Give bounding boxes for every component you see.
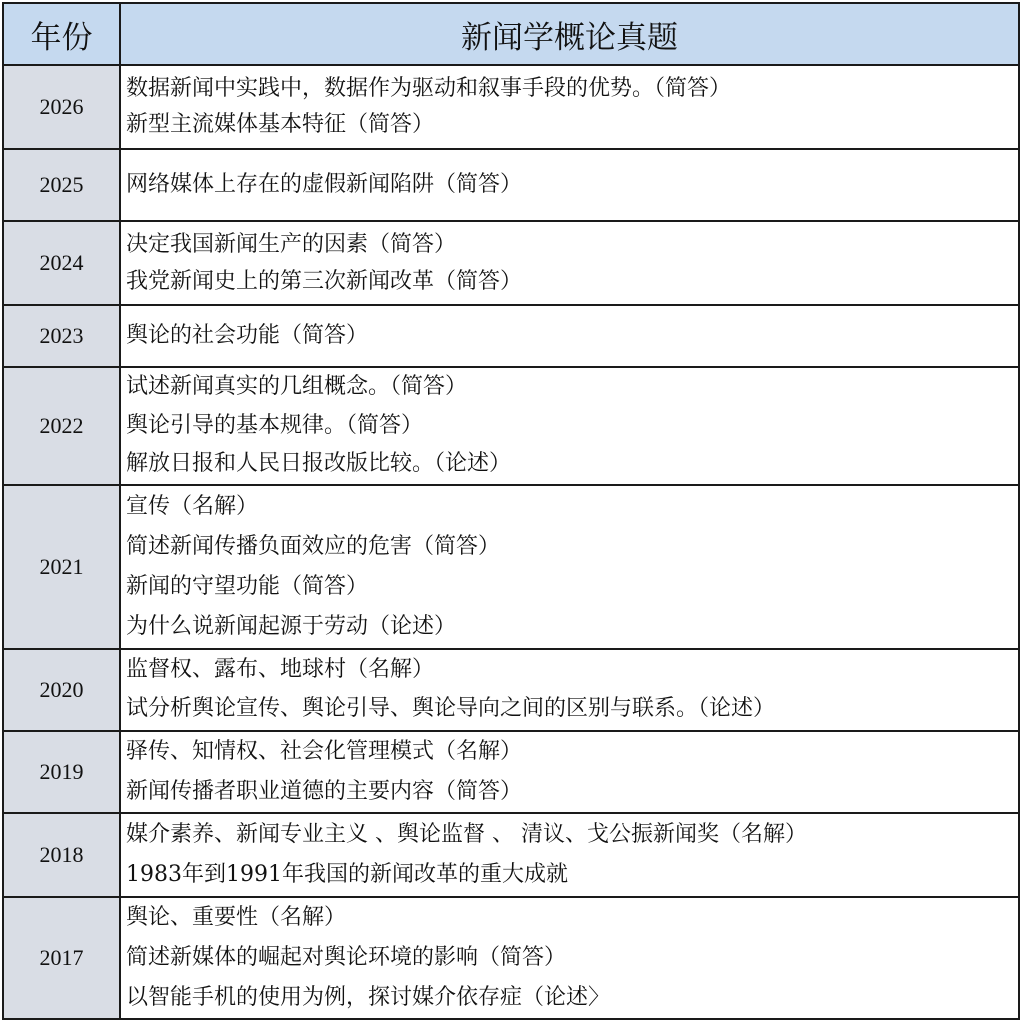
table-row	[3, 485, 1019, 649]
questions-cell	[120, 305, 1019, 367]
question-item: 试分析舆论宣传、舆论引导、舆论导向之间的区别与联系。（论述）	[126, 695, 776, 721]
table-header-row	[3, 3, 1019, 65]
question-item: 为什么说新闻起源于劳动（论述）	[126, 613, 457, 639]
question-item: 宣传（名解）	[126, 493, 259, 519]
year-cell: 2017	[3, 897, 120, 1019]
year-cell: 2018	[3, 813, 120, 897]
question-item: 新闻的守望功能（简答）	[126, 573, 369, 599]
question-item: 媒介素养、新闻专业主义 、舆论监督 、 清议、戈公振新闻奖（名解）	[126, 821, 807, 847]
question-item: 试述新闻真实的几组概念。（简答）	[126, 374, 468, 399]
question-item: 简述新媒体的崛起对舆论环境的影响（简答）	[126, 944, 567, 970]
questions-cell	[120, 367, 1019, 485]
year-cell: 2025	[3, 149, 120, 221]
questions-cell	[120, 149, 1019, 221]
question-item: 解放日报和人民日报改版比较。（论述）	[126, 451, 512, 476]
year-column-header: 年份	[3, 3, 120, 65]
question-item: 新闻传播者职业道德的主要内容（简答）	[126, 778, 523, 804]
year-cell: 2021	[3, 485, 120, 649]
question-item: 决定我国新闻生产的因素（简答）	[126, 232, 457, 257]
table-row	[3, 221, 1019, 305]
year-cell: 2019	[3, 731, 120, 813]
year-cell: 2024	[3, 221, 120, 305]
question-item: 简述新闻传播负面效应的危害（简答）	[126, 533, 501, 559]
questions-cell	[120, 731, 1019, 813]
table-row	[3, 65, 1019, 149]
table-row	[3, 149, 1019, 221]
question-item: 新型主流媒体基本特征（简答）	[126, 112, 435, 137]
questions-cell	[120, 221, 1019, 305]
questions-cell	[120, 897, 1019, 1019]
year-cell: 2026	[3, 65, 120, 149]
question-item: 数据新闻中实践中，数据作为驱动和叙事手段的优势。（简答）	[126, 76, 732, 101]
question-item: 舆论、重要性（名解）	[126, 904, 347, 930]
table-row	[3, 367, 1019, 485]
year-cell: 2023	[3, 305, 120, 367]
table-row	[3, 305, 1019, 367]
question-item: 舆论引导的基本规律。（简答）	[126, 412, 424, 438]
question-item: 以智能手机的使用为例，探讨媒介依存症（论述〉	[126, 984, 611, 1010]
year-cell: 2022	[3, 367, 120, 485]
table-title: 新闻学概论真题	[120, 3, 1019, 65]
table-row	[3, 897, 1019, 1019]
question-item: 舆论的社会功能（简答）	[126, 323, 369, 348]
questions-cell	[120, 485, 1019, 649]
year-cell: 2020	[3, 649, 120, 731]
question-item: 网络媒体上存在的虚假新闻陷阱（简答）	[126, 172, 523, 197]
exam-questions-table	[2, 2, 1020, 1020]
question-item: 监督权、露布、地球村（名解）	[126, 657, 435, 682]
questions-cell	[120, 649, 1019, 731]
questions-cell	[120, 813, 1019, 897]
table-row	[3, 813, 1019, 897]
questions-cell	[120, 65, 1019, 149]
table-row	[3, 649, 1019, 731]
question-item: 我党新闻史上的第三次新闻改革（简答）	[126, 269, 523, 294]
question-item: 驿传、知情权、社会化管理模式（名解）	[126, 738, 523, 764]
question-item: 1983年到1991年我国的新闻改革的重大成就	[126, 861, 568, 887]
table-row	[3, 731, 1019, 813]
